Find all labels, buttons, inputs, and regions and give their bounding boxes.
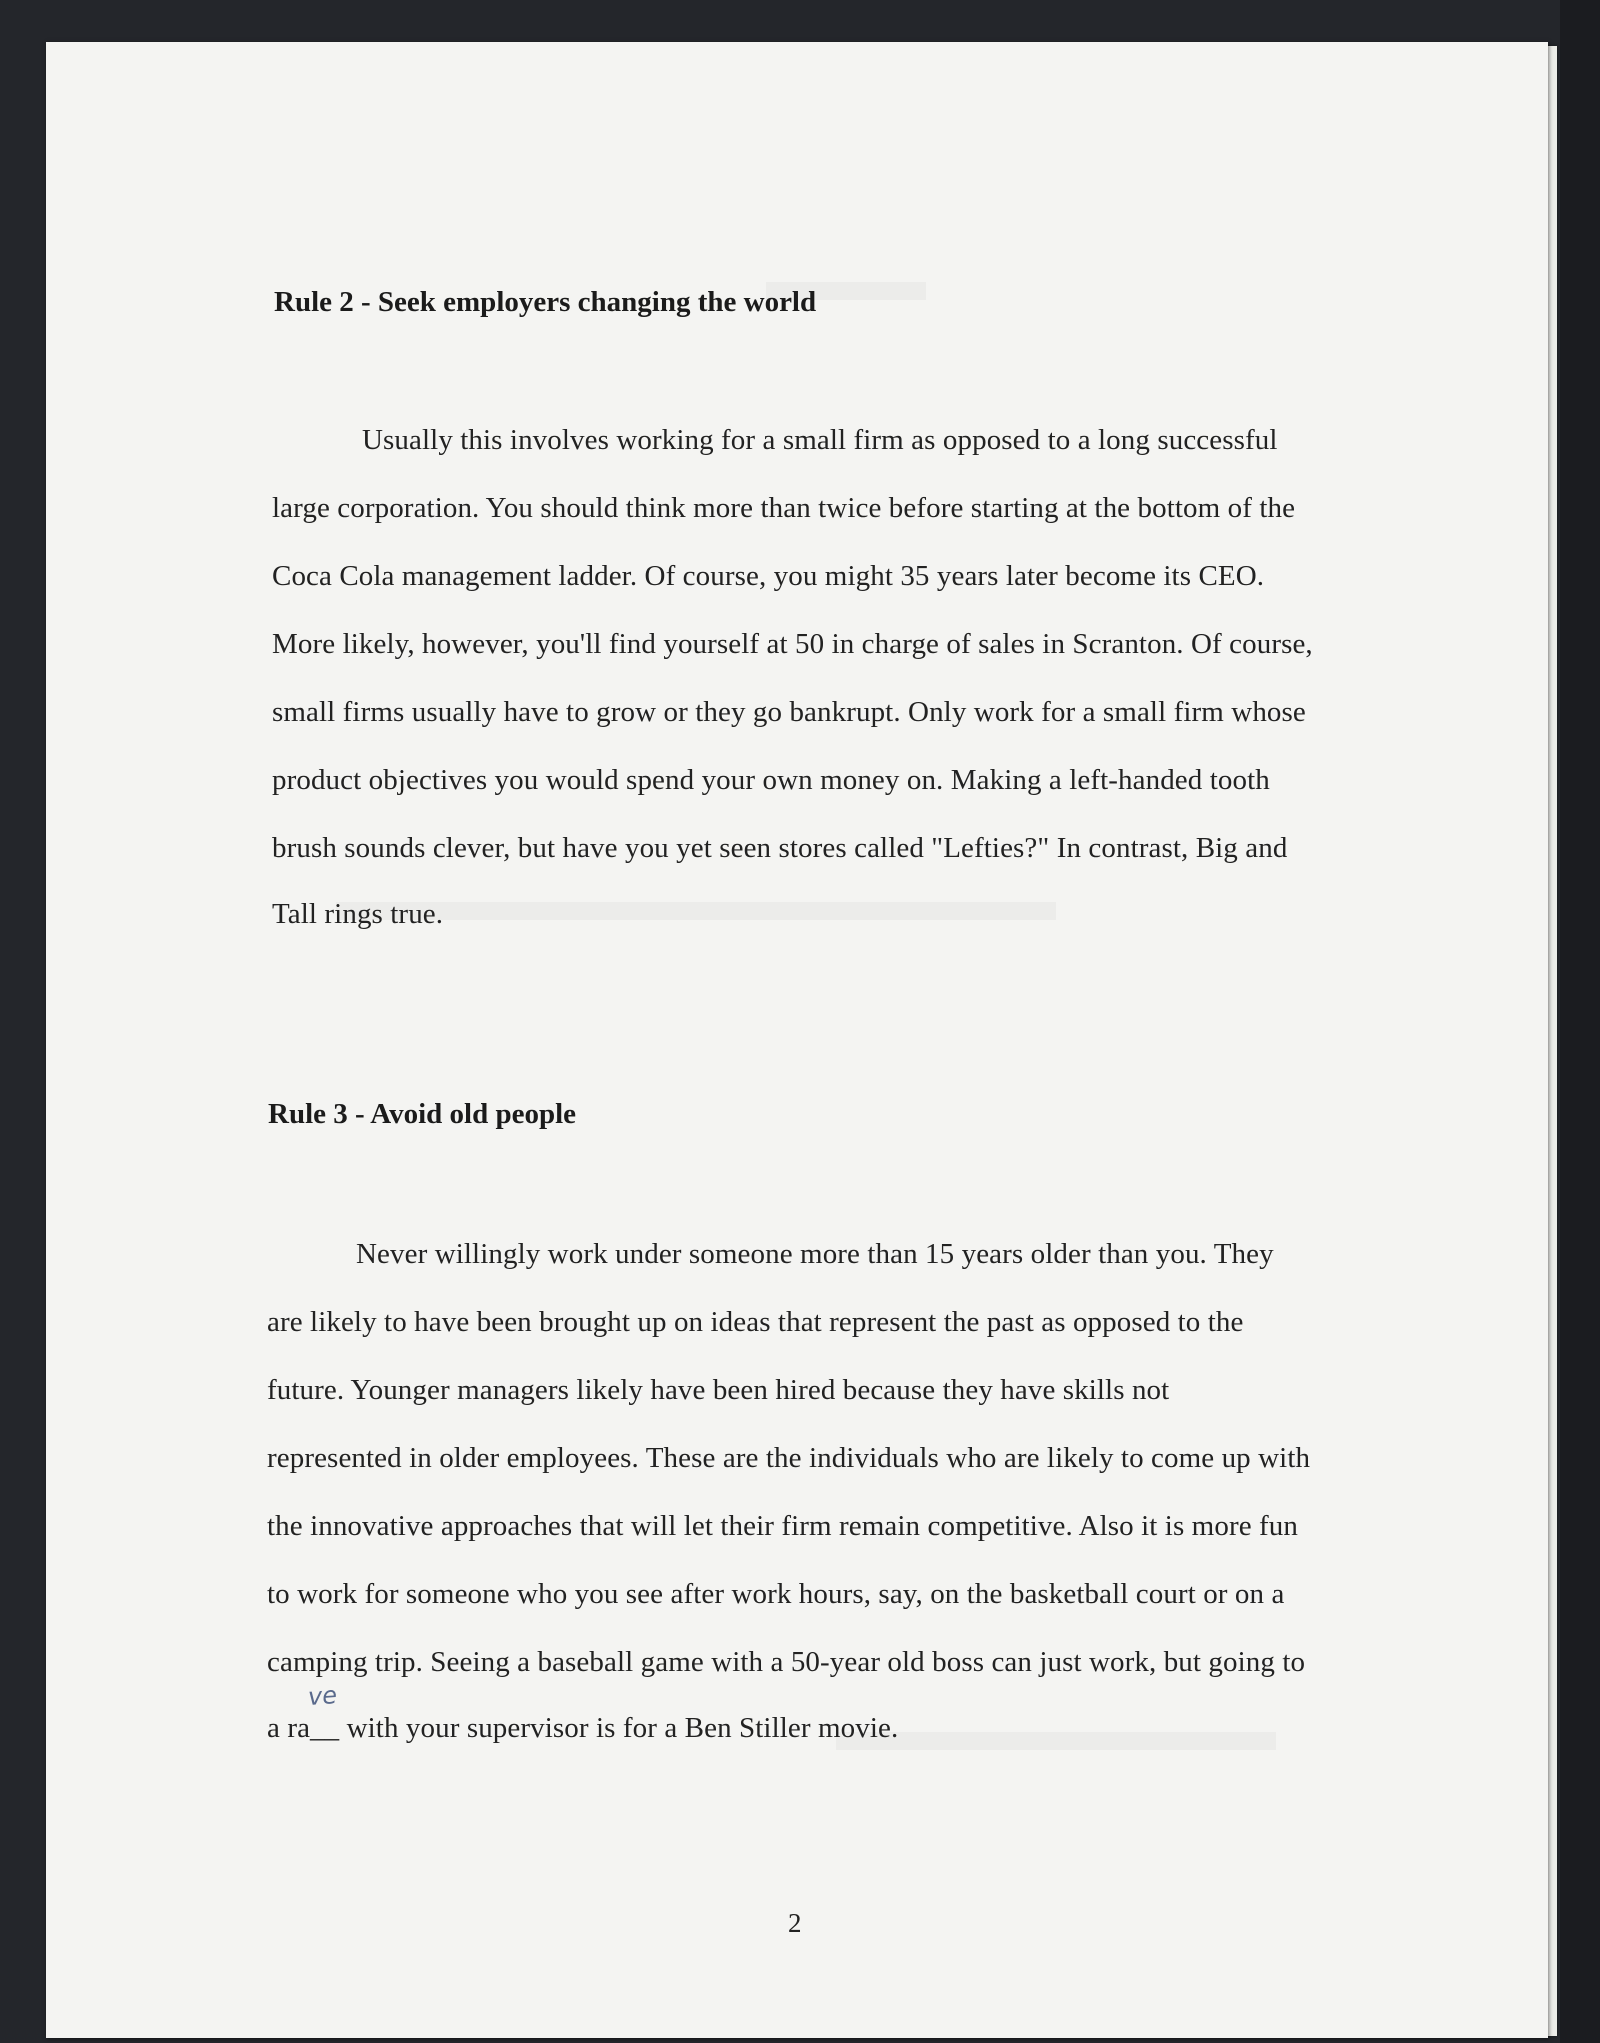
rule-3-line-5: the innovative approaches that will let their firm remain competitive. Also it is more fun [267, 1510, 1298, 1542]
document-page [46, 42, 1548, 2038]
rule-3-line-8: a ra__ with your supervisor is for a Ben Stiller movie. [267, 1712, 899, 1744]
show-through-mark [836, 1732, 1276, 1750]
rule-2-line-8: Tall rings true. [272, 898, 444, 930]
rule-3-line-4: represented in older employees. These are the individuals who are likely to come up with [267, 1442, 1311, 1474]
rule-2-line-1: Usually this involves working for a small firm as opposed to a long successful [362, 424, 1278, 456]
rule-2-line-5: small firms usually have to grow or they go bankrupt. Only work for a small firm whose [272, 696, 1306, 728]
rule-2-line-4: More likely, however, you'll find yourself at 50 in charge of sales in Scranton. Of course, [272, 628, 1313, 660]
rule-3-line-2: are likely to have been brought up on ideas that represent the past as opposed to the [267, 1306, 1244, 1338]
rule-3-line-3: future. Younger managers likely have been hired because they have skills not [267, 1374, 1170, 1406]
rule-3-line-7: camping trip. Seeing a baseball game with a 50-year old boss can just work, but going to [267, 1646, 1306, 1678]
rule-2-heading: Rule 2 - Seek employers changing the world [274, 286, 817, 318]
show-through-mark [336, 902, 1056, 920]
rule-2-line-2: large corporation. You should think more than twice before starting at the bottom of the [272, 492, 1296, 524]
handwritten-correction: ve [307, 1681, 338, 1711]
rule-2-line-7: brush sounds clever, but have you yet seen stores called "Lefties?" In contrast, Big and [272, 832, 1288, 864]
rule-2-line-6: product objectives you would spend your own money on. Making a left-handed tooth [272, 764, 1270, 796]
page-number: 2 [788, 1908, 802, 1938]
rule-3-line-1: Never willingly work under someone more than 15 years older than you. They [356, 1238, 1274, 1270]
rule-3-line-6: to work for someone who you see after work hours, say, on the basketball court or on a [267, 1578, 1285, 1610]
rule-3-heading: Rule 3 - Avoid old people [268, 1098, 577, 1130]
rule-2-line-3: Coca Cola management ladder. Of course, you might 35 years later become its CEO. [272, 560, 1265, 592]
scan-background-edge [1560, 0, 1600, 2043]
